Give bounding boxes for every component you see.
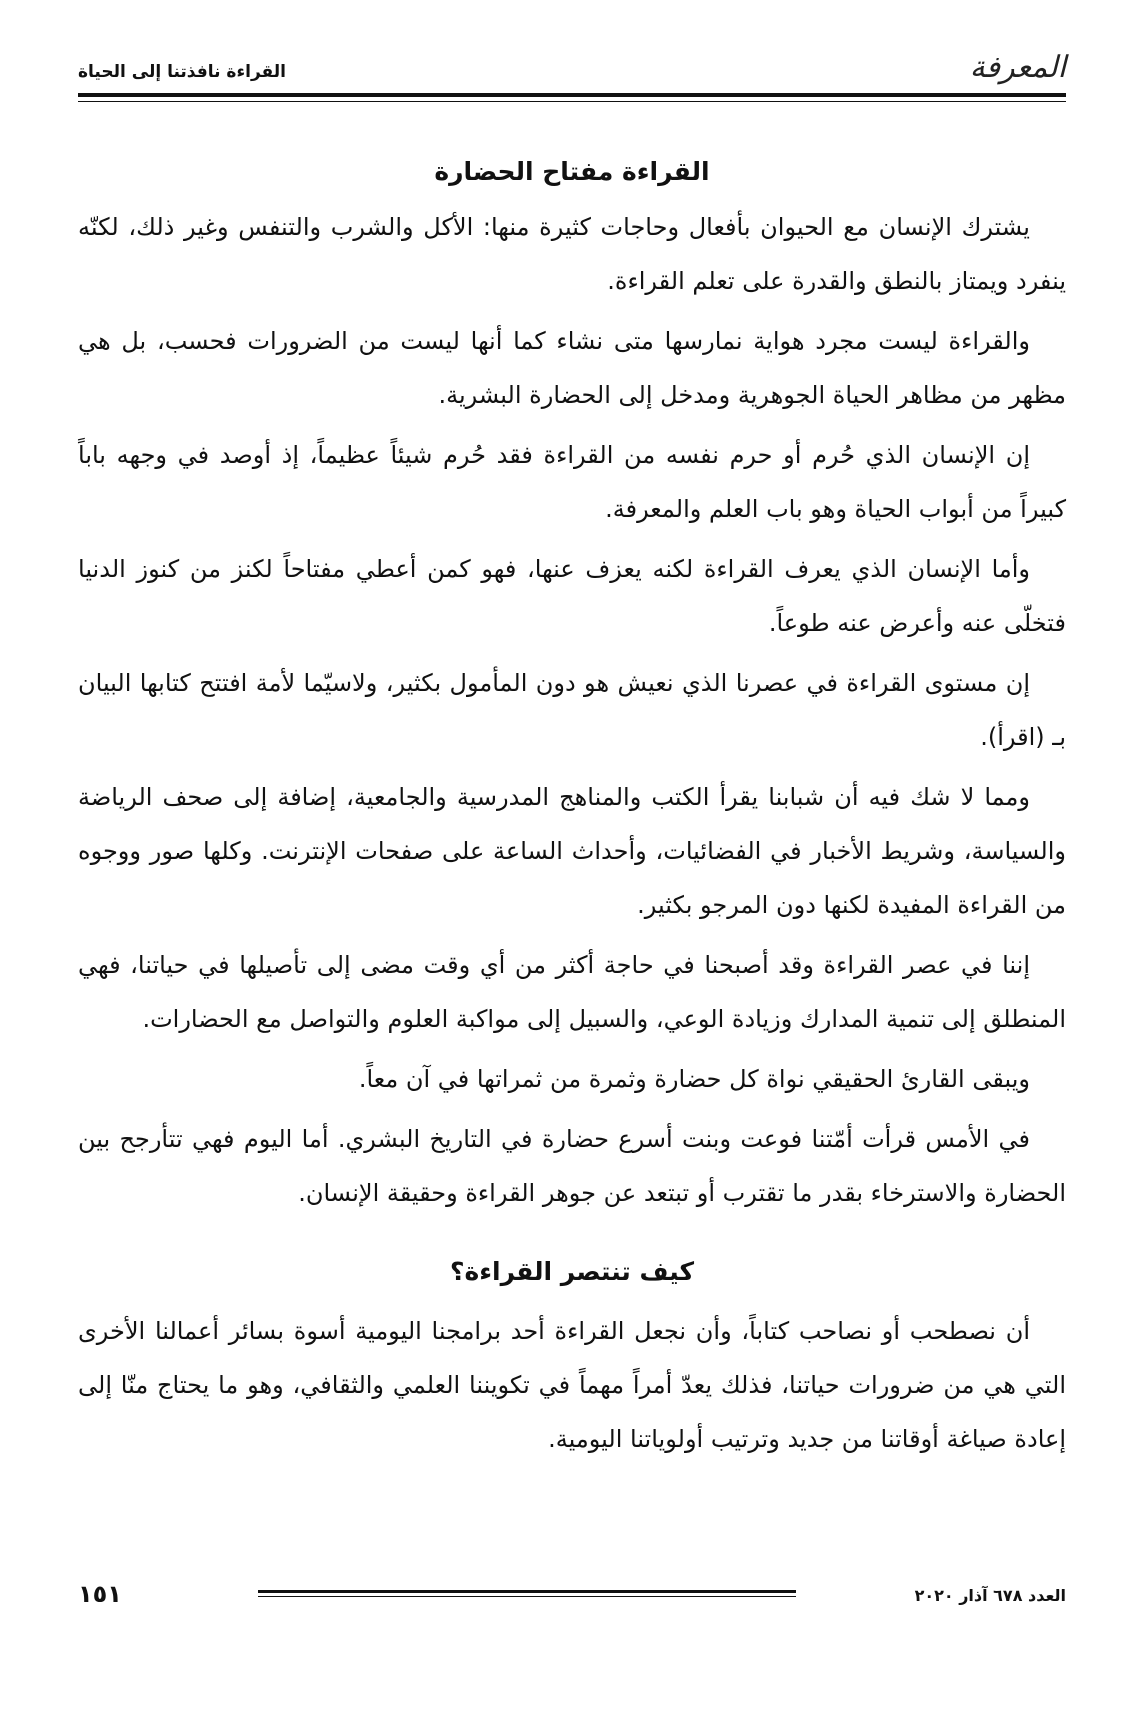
paragraph: إن الإنسان الذي حُرم أو حرم نفسه من القراءة فقد حُرم شيئاً عظيماً، إذ أوصد في وجهه باباً كبيراً من أبواب الحياة وهو باب العلم والمعرفة. (78, 441, 1066, 523)
section-heading-2: كيف تنتصر القراءة؟ (449, 1257, 695, 1286)
issue-label: العدد ٦٧٨ آذار ٢٠٢٠ (914, 1586, 1066, 1605)
paragraph: وأما الإنسان الذي يعرف القراءة لكنه يعزف عنها، فهو كمن أعطي مفتاحاً لكنز من كنوز الدنيا فتخلّى عنه وأعرض عنه طوعاً. (78, 555, 1066, 637)
page-header (78, 44, 1066, 92)
paragraph: إننا في عصر القراءة وقد أصبحنا في حاجة أكثر من أي وقت مضى إلى تأصيلها في حياتنا، فهي المنطلق إلى تنمية المدارك وزيادة الوعي، والسبيل إلى مواكبة العلوم والتواصل مع الحضارات. (78, 951, 1066, 1033)
article-body (78, 150, 1066, 1472)
footer-rule-thin (258, 1596, 796, 1597)
header-rule-thick (78, 93, 1066, 97)
paragraph: في الأمس قرأت أمّتنا فوعت وبنت أسرع حضارة في التاريخ البشري. أما اليوم فهي تتأرجح بين الحضارة والاسترخاء بقدر ما تقترب أو تبتعد عن جوهر القراءة وحقيقة الإنسان. (78, 1125, 1066, 1207)
running-title: القراءة نافذتنا إلى الحياة (78, 62, 286, 82)
section-heading-1: القراءة مفتاح الحضارة (434, 157, 710, 186)
paragraph: ويبقى القارئ الحقيقي نواة كل حضارة وثمرة من ثمراتها في آن معاً. (358, 1065, 1030, 1093)
paragraph: إن مستوى القراءة في عصرنا الذي نعيش هو دون المأمول بكثير، ولاسيّما لأمة افتتح كتابها البيان بـ (اقرأ). (78, 669, 1066, 751)
paragraph: ومما لا شك فيه أن شبابنا يقرأ الكتب والمناهج المدرسية والجامعية، إضافة إلى صحف الرياضة والسياسة، وشريط الأخبار في الفضائيات، وأحداث الساعة على صفحات الإنترنت. وكلها صور ووجوه من القراءة المفيدة لكنها دون المرجو بكثير. (78, 783, 1066, 919)
paragraph: أن نصطحب أو نصاحب كتاباً، وأن نجعل القراءة أحد برامجنا اليومية أسوة بسائر أعمالنا الأخرى التي هي من ضرورات حياتنا، فذلك يعدّ أمراً مهماً في تكويننا العلمي والثقافي، وهو ما يحتاج منّا إلى إعادة صياغة أوقاتنا من جديد وترتيب أولوياتنا اليومية. (78, 1317, 1066, 1453)
footer-rule-thick (258, 1590, 796, 1593)
page-number: ١٥١ (78, 1580, 122, 1608)
magazine-logo: المعرفة (969, 50, 1066, 85)
paragraph: يشترك الإنسان مع الحيوان بأفعال وحاجات كثيرة منها: الأكل والشرب والتنفس وغير ذلك، لكنّه ينفرد ويمتاز بالنطق والقدرة على تعلم القراءة. (78, 213, 1066, 295)
page-footer (78, 1580, 1066, 1620)
paragraph: والقراءة ليست مجرد هواية نمارسها متى نشاء كما أنها ليست من الضرورات فحسب، بل هي مظهر من مظاهر الحياة الجوهرية ومدخل إلى الحضارة البشرية. (78, 327, 1066, 409)
header-rule-thin (78, 101, 1066, 102)
